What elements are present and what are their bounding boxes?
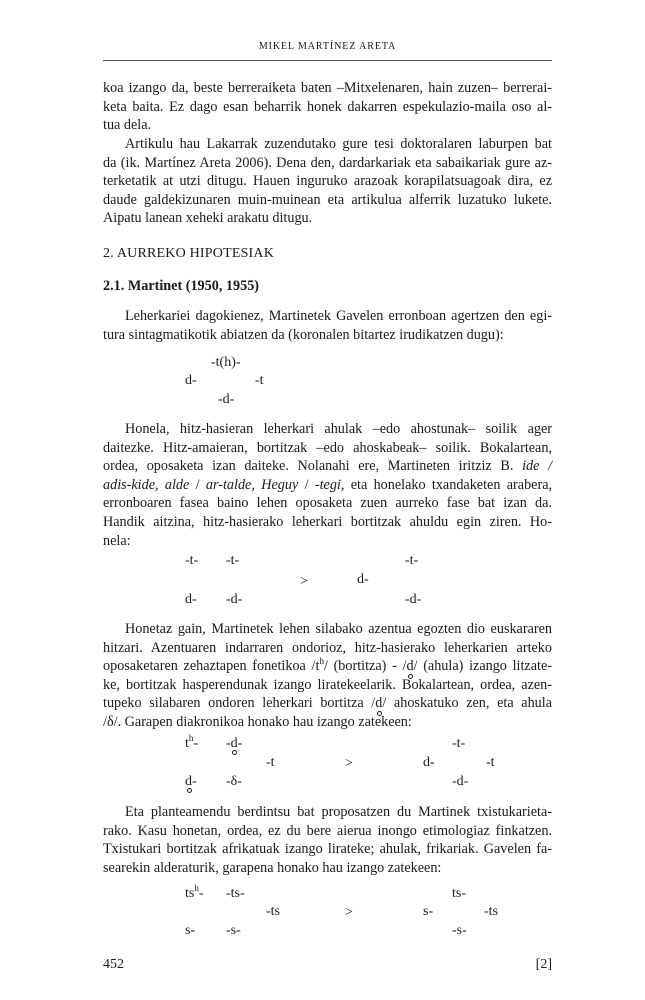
text-run: oposaketaren zehaztapen fonetikoa /t — [103, 658, 320, 675]
scheme-cell: -t- — [185, 553, 199, 568]
example-word: ide / — [522, 458, 553, 475]
paragraph-intro-rhombus — [103, 307, 552, 344]
text-line: tura sintagmatikotik abiatzen da (koronalen bitartez irudikatzen dugu): — [103, 326, 504, 343]
scheme-arrow: > — [345, 756, 353, 771]
scheme-cell: $t^h-$ — [185, 733, 199, 751]
scheme-cell: s- — [423, 904, 434, 919]
text-line: hitzari. Azentuaren indarraren ondorioz, hitz-hasierako leherkarien arteko — [103, 639, 552, 656]
paragraph-alternations — [103, 420, 552, 550]
page-number: 452 — [103, 957, 124, 972]
devoiced-d: d — [375, 695, 383, 712]
text-line: Eta planteamendu berdintsu bat proposatzen du Martinek txistukarieta- — [125, 804, 552, 820]
text-run: / (bortitza) - / — [323, 658, 407, 675]
text-line: daude galdekizunaren muin-muinean eta artikulua alferrik luzatuko lukete. — [103, 191, 552, 208]
text-line: keta baita. Ez dago esan beharrik honek dakarren espekulazio-maila oso al- — [103, 98, 552, 115]
scheme-top: -t(h)- — [211, 355, 241, 370]
example-word: adis-kide — [103, 476, 156, 493]
text-run: / ahoskatuko zen, eta ahula — [382, 695, 552, 712]
scheme-cell: d- — [423, 755, 435, 770]
text-line: nela: — [103, 532, 131, 549]
text-line: rako. Kasu honetan, ordea, ez du bere aierua inongo etimologiaz finkatzen. — [103, 822, 552, 839]
scheme-cell: -d- — [405, 592, 422, 607]
text-line: Honela, hitz-hasieran leherkari ahulak –edo ahostunak– soilik ager — [125, 421, 552, 437]
paragraph-accent — [103, 620, 552, 732]
text-run: tupeko silabaren ondoren leherkari bortitza / — [103, 695, 376, 712]
scheme-cell: -d- — [226, 592, 243, 607]
text-run: / — [298, 476, 309, 493]
scheme-right: -t — [255, 373, 264, 388]
running-head: MIKEL MARTÍNEZ ARETA — [258, 41, 397, 52]
bracket-page-number: [2] — [535, 957, 552, 972]
text-line: searekin alderaturik, garapena honako hau izango zatekeen: — [103, 859, 442, 876]
scheme-cell: -ts — [266, 904, 280, 919]
scheme-cell: $ts^h-$ — [185, 883, 204, 901]
section-heading: 2. AURREKO HIPOTESIAK — [103, 246, 275, 261]
paragraph-continuation — [103, 79, 552, 135]
scheme-arrow: > — [345, 905, 353, 920]
text-line: Artikulu hau Lakarrak zuzendutako gure tesi doktoralaren laburpen bat — [125, 136, 552, 152]
devoiced-d: d — [406, 658, 414, 675]
text-run: ordea, oposaketa izan daiteke. Nolanahi ere, Martineten iritziz B. — [103, 458, 514, 475]
header-rule — [103, 60, 552, 61]
example-word: alde — [164, 476, 190, 493]
scheme-cell: ts- — [452, 886, 466, 901]
text-line — [103, 657, 552, 676]
scheme-cell: -t- — [405, 553, 419, 568]
scheme-cell: -t — [266, 755, 275, 770]
text-line: /δ/. Garapen diakronikoa honako hau izango zatekeen: — [103, 713, 412, 730]
text-line: Aipatu lanean xeheki arakatu ditugu. — [103, 210, 313, 227]
scheme-cell: -s- — [226, 923, 241, 938]
paragraph-sibilants — [103, 803, 552, 877]
scheme-cell: -d- — [452, 774, 469, 789]
text-line: Txistukari bortitzak afrikatuak izango lirateke; ahulak, frikariak. Gavelen fa- — [103, 841, 552, 858]
text-run: , eta honelako txandaketen arabera, — [340, 476, 553, 493]
scheme-cell: d- — [185, 592, 197, 607]
text-run: / (ahula) izango litzate- — [413, 658, 552, 675]
scheme-bottom: -d- — [218, 392, 235, 407]
aspiration-mark: h — [319, 656, 324, 667]
scheme-arrow: > — [300, 574, 308, 589]
scheme-cell: -δ- — [226, 774, 242, 789]
text-run: / — [189, 476, 200, 493]
scheme-cell: s- — [185, 923, 196, 938]
example-word: Heguy — [261, 476, 299, 493]
text-line: Honetaz gain, Martinetek lehen silabako azentua egozten dio euskararen — [125, 621, 552, 637]
text-run: , — [251, 476, 255, 493]
text-line: daitezke. Hitz-amaieran, bortitzak –edo ahoskabeak– soilik. Bokalartean, — [103, 439, 552, 456]
scheme-cell: d- — [357, 572, 369, 587]
text-line — [103, 457, 552, 476]
scheme-cell: d- — [185, 774, 197, 789]
text-line — [103, 476, 552, 495]
subsection-heading: 2.1. Martinet (1950, 1955) — [103, 278, 260, 294]
scheme-cell: -ts- — [226, 886, 245, 901]
text-line: koa izango da, beste berreraiketa baten –Mitxelenaren, hain zuzen– berrerai- — [103, 80, 552, 96]
example-word: -tegi — [314, 476, 341, 493]
paragraph-scope — [103, 135, 552, 228]
scheme-cell: -t — [486, 755, 495, 770]
scheme-left: d- — [185, 373, 197, 388]
text-line: erronboaren fasea baino lehen oposaketa zuen aurreko fase bat izan da. — [103, 495, 552, 512]
scheme-cell: -t- — [452, 736, 466, 751]
text-line: tua dela. — [103, 117, 152, 134]
scheme-cell: -s- — [452, 923, 467, 938]
example-word: ar-talde — [205, 476, 252, 493]
text-line: Handik aitzina, hitz-hasierako leherkari bortitzak ahuldu egin ziren. Ho- — [103, 513, 552, 530]
scheme-cell: -d- — [226, 736, 243, 751]
text-line — [103, 694, 552, 713]
text-line: terketatik at utzi ditugu. Hauen inguruko arazoak korapilatsuagoak dira, ez — [103, 173, 552, 190]
text-line: da (ik. Martínez Areta 2006). Dena den, dardarkariak eta sabaikariak gure az- — [103, 154, 552, 171]
text-line: Leherkariei dagokienez, Martinetek Gavelen erronboan agertzen den egi- — [125, 308, 552, 324]
scheme-cell: -t- — [226, 553, 240, 568]
text-run: , — [155, 476, 159, 493]
text-line: ke, bortitzak hasperendunak izango liratekeelarik. Bokalartean, ordea, azen- — [103, 676, 552, 693]
scheme-cell: -ts — [484, 904, 498, 919]
